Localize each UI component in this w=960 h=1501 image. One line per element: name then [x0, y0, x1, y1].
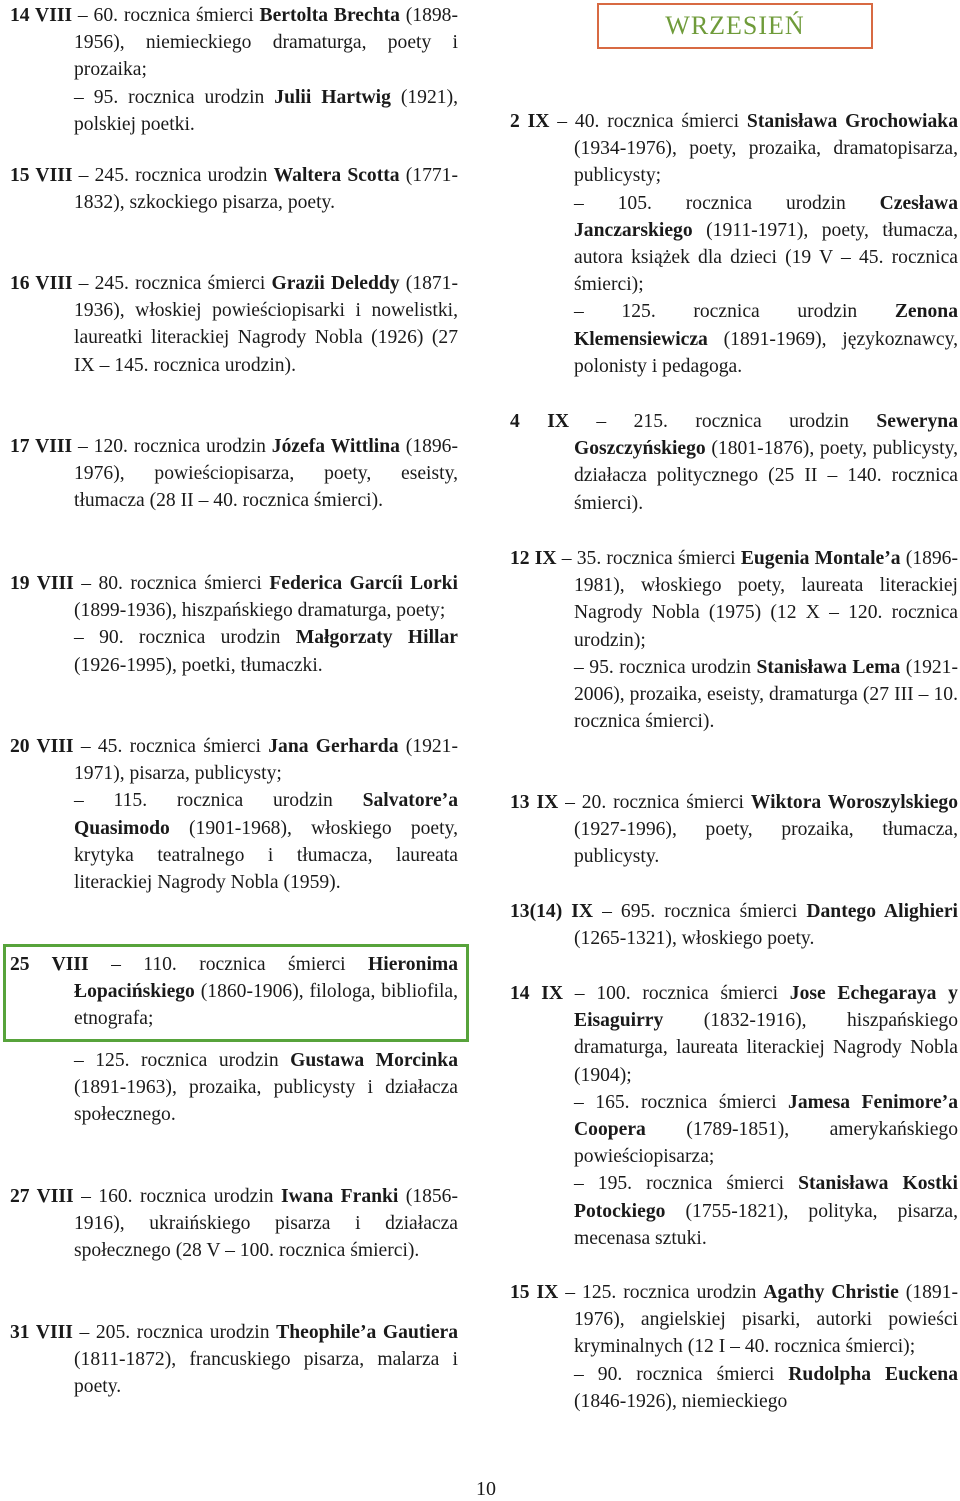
- entry-text: – 105. rocznica urodzin: [574, 192, 880, 214]
- entry-main: [10, 162, 458, 216]
- entry-13-14-ix: [510, 898, 958, 952]
- entry-text: (1896-1976), powieściopisarza, poety, eseisty, tłumacza (28 II – 40. rocznica śmierci).: [74, 436, 459, 512]
- person-name: Waltera Scotta: [273, 165, 400, 186]
- entry-text: – 40. rocznica śmierci: [549, 111, 747, 132]
- entry-date: 2 IX: [510, 111, 550, 132]
- entry-text: – 205. rocznica urodzin: [72, 1322, 277, 1343]
- entry-main: [10, 570, 458, 624]
- entry-date: 12 IX: [510, 548, 557, 569]
- entry-text: (1811-1872), francuskiego pisarza, malarza i poety.: [74, 1349, 458, 1398]
- entry-text: (1934-1976), poety, prozaika, dramatopisarza, publicysty;: [574, 138, 958, 187]
- entry-12-ix: [510, 545, 958, 735]
- entry-15-ix: [510, 1279, 958, 1415]
- entry-main: [10, 1183, 458, 1265]
- person-name: Jamesa Fenimore’a Coopera: [574, 1091, 959, 1141]
- entry-text: – 695. rocznica śmierci: [593, 901, 807, 922]
- entry-sub: [510, 1089, 958, 1171]
- person-name: Hieronima Łopacińskiego: [74, 954, 459, 1003]
- entry-text: – 80. rocznica śmierci: [73, 573, 270, 594]
- entry-4-ix: [510, 408, 958, 517]
- entry-text: (1871-1936), włoskiej powieściopisarki i nowelistki, laureatki literackiej Nagrody Nobla (1926) (27 IX – 145. rocznica urodzin).: [74, 273, 458, 376]
- person-name: Czesława Janczarskiego: [574, 192, 958, 241]
- person-name: Jana Gerharda: [268, 736, 399, 757]
- entry-16-viii: [10, 270, 458, 379]
- entry-2-ix: [510, 108, 958, 380]
- person-name: Józefa Wittlina: [271, 436, 400, 457]
- entry-text: – 125. rocznica urodzin: [74, 1050, 291, 1071]
- entry-25-viii-continued: [10, 1047, 458, 1129]
- entry-text: (1265-1321), włoskiego poety.: [574, 928, 815, 950]
- entry-sub: [10, 1047, 458, 1129]
- entry-20-viii: [10, 733, 458, 896]
- entry-date: 16 VIII: [10, 273, 73, 294]
- person-name: Theophile’a Gautiera: [276, 1322, 459, 1343]
- entry-text: – 100. rocznica śmierci: [563, 983, 790, 1004]
- entry-17-viii: [10, 433, 458, 515]
- entry-text: (1856-1916), ukraińskiego pisarza i działacza społecznego (28 V – 100. rocznica śmierci).: [74, 1186, 458, 1262]
- entry-text: – 245. rocznica śmierci: [72, 273, 272, 294]
- entry-text: (1921-2006), prozaika, eseisty, dramaturga (27 III – 10. rocznica śmierci).: [574, 656, 959, 733]
- entry-text: (1891-1963), prozaika, publicysty i działacza społecznego.: [74, 1077, 458, 1126]
- entry-text: (1896-1981), włoskiego poety, laureata literackiej Nagrody Nobla (1975) (12 X – 120. rocznica urodzin);: [574, 548, 959, 651]
- entry-main: [10, 270, 458, 379]
- entry-date: 27 VIII: [10, 1186, 74, 1207]
- entry-text: – 35. rocznica śmierci: [556, 548, 741, 569]
- entry-date: 17 VIII: [10, 436, 73, 457]
- entry-sub: [510, 1361, 958, 1415]
- person-name: Stanisława Lema: [756, 656, 901, 678]
- entry-sub: [510, 654, 958, 736]
- entry-date: 15 IX: [510, 1282, 559, 1303]
- person-name: Rudolpha Euckena: [788, 1363, 958, 1385]
- entry-text: – 95. rocznica urodzin: [574, 656, 757, 678]
- highlight-frame: [3, 944, 469, 1042]
- entry-main: [10, 1319, 458, 1401]
- person-name: Seweryna Goszczyńskiego: [574, 411, 958, 460]
- person-name: Federica Garcíi Lorki: [269, 573, 458, 594]
- entry-date: 13(14) IX: [510, 901, 594, 922]
- entry-text: – 125. rocznica urodzin: [558, 1282, 764, 1303]
- entry-text: – 245. rocznica urodzin: [72, 165, 274, 186]
- entry-date: 31 VIII: [10, 1322, 73, 1343]
- entry-text: (1901-1968), włoskiego poety, krytyka teatralnego i tłumacza, laureata literackiej Nagrody Nobla (1959).: [74, 817, 458, 894]
- entry-text: (1921), polskiej poetki.: [74, 86, 458, 135]
- entry-sub: [10, 624, 458, 678]
- entry-text: – 195. rocznica śmierci: [574, 1173, 799, 1195]
- entry-main: [510, 789, 958, 871]
- entry-text: (1801-1876), poety, publicysty, działacza politycznego (25 II – 140. rocznica śmierci).: [574, 438, 958, 514]
- entry-text: (1898-1956), niemieckiego dramaturga, poety i prozaika;: [74, 5, 458, 81]
- entry-text: (1891-1976), angielskiej pisarki, autorki powieści kryminalnych (12 I – 40. rocznica śmierci);: [574, 1282, 959, 1358]
- person-name: Wiktora Woroszylskiego: [750, 792, 958, 813]
- entry-main: [10, 733, 458, 787]
- person-name: Gustawa Morcinka: [290, 1050, 458, 1071]
- entry-text: (1927-1996), poety, prozaika, tłumacza, publicysty.: [574, 819, 958, 868]
- entry-date: 20 VIII: [10, 736, 74, 757]
- entry-text: – 60. rocznica śmierci: [72, 5, 260, 26]
- entry-sub: [10, 787, 458, 896]
- entry-text: (1755-1821), polityka, pisarza, mecenasa sztuki.: [574, 1200, 958, 1249]
- entry-text: (1891-1969), językoznawcy, polonisty i pedagoga.: [574, 328, 958, 377]
- person-name: Małgorzaty Hillar: [295, 627, 458, 649]
- entry-14-viii: [10, 2, 458, 138]
- entry-main: [510, 545, 958, 654]
- entry-date: 19 VIII: [10, 573, 74, 594]
- entry-main: [510, 1279, 958, 1361]
- entry-31-viii: [10, 1319, 458, 1401]
- person-name: Agathy Christie: [763, 1282, 899, 1303]
- entry-text: (1911-1971), poety, tłumacza, autora książek dla dzieci (19 V – 45. rocznica śmierci);: [574, 219, 958, 296]
- entry-14-ix: [510, 980, 958, 1252]
- entry-text: – 215. rocznica urodzin: [569, 411, 877, 432]
- entry-text: – 95. rocznica urodzin: [74, 86, 275, 108]
- person-name: Dantego Alighieri: [806, 901, 958, 922]
- entry-date: 13 IX: [510, 792, 559, 813]
- person-name: Eugenia Montale’a: [740, 548, 901, 569]
- entry-13-ix: [510, 789, 958, 871]
- entry-sub: [10, 84, 458, 138]
- entry-text: – 160. rocznica urodzin: [73, 1186, 281, 1207]
- entry-text: (1860-1906), filologa, bibliofila, etnografa;: [74, 981, 458, 1030]
- entry-sub: [510, 298, 958, 380]
- entry-19-viii: [10, 570, 458, 679]
- entry-text: – 120. rocznica urodzin: [72, 436, 272, 457]
- entry-text: – 90. rocznica śmierci: [574, 1363, 789, 1385]
- month-header: WRZESIEŃ: [597, 3, 873, 49]
- entry-main: [510, 898, 958, 952]
- entry-text: (1832-1916), hiszpańskiego dramaturga, laureata literackiej Nagrody Nobla (1904);: [574, 1010, 958, 1086]
- entry-main: [510, 108, 958, 190]
- page-number: 10: [476, 1478, 496, 1500]
- person-name: Iwana Franki: [280, 1186, 399, 1207]
- person-name: Grazii Deleddy: [271, 273, 400, 294]
- entry-15-viii: [10, 162, 458, 216]
- entry-27-viii: [10, 1183, 458, 1265]
- person-name: Stanisława Grochowiaka: [746, 111, 958, 132]
- person-name: Zenona Klemensiewicza: [574, 301, 958, 350]
- entry-text: (1846-1926), niemieckiego: [574, 1390, 788, 1412]
- entry-text: (1926-1995), poetki, tłumaczki.: [74, 654, 323, 676]
- entry-main: [510, 980, 958, 1089]
- entry-text: (1921-1971), pisarza, publicysty;: [74, 736, 459, 785]
- person-name: Jose Echegaraya y Eisaguirry: [574, 983, 958, 1032]
- entry-text: – 125. rocznica urodzin: [574, 301, 895, 323]
- entry-text: – 165. rocznica śmierci: [574, 1091, 789, 1113]
- entry-text: – 45. rocznica śmierci: [73, 736, 269, 757]
- person-name: Salvatore’a Quasimodo: [74, 790, 458, 839]
- entry-sub: [510, 1170, 958, 1252]
- person-name: Bertolta Brechta: [259, 5, 400, 26]
- entry-text: – 110. rocznica śmierci: [88, 954, 369, 975]
- entry-main: [10, 2, 458, 84]
- person-name: Julii Hartwig: [274, 86, 391, 108]
- entry-main: [510, 408, 958, 517]
- entry-sub: [510, 190, 958, 299]
- entry-main: [10, 433, 458, 515]
- entry-date: 14 VIII: [10, 5, 73, 26]
- entry-text: – 20. rocznica śmierci: [558, 792, 751, 813]
- person-name: Stanisława Kostki Potockiego: [574, 1173, 958, 1222]
- entry-text: – 90. rocznica urodzin: [74, 627, 296, 649]
- entry-date: 14 IX: [510, 983, 564, 1004]
- entry-text: – 115. rocznica urodzin: [74, 790, 363, 812]
- entry-date: 25 VIII: [10, 954, 89, 975]
- entry-date: 15 VIII: [10, 165, 73, 186]
- entry-text: (1789-1851), amerykańskiego powieściopisarza;: [574, 1119, 958, 1168]
- entry-text: (1899-1936), hiszpańskiego dramaturga, poety;: [74, 600, 446, 622]
- entry-text: (1771-1832), szkockiego pisarza, poety.: [74, 165, 459, 214]
- entry-date: 4 IX: [510, 411, 569, 432]
